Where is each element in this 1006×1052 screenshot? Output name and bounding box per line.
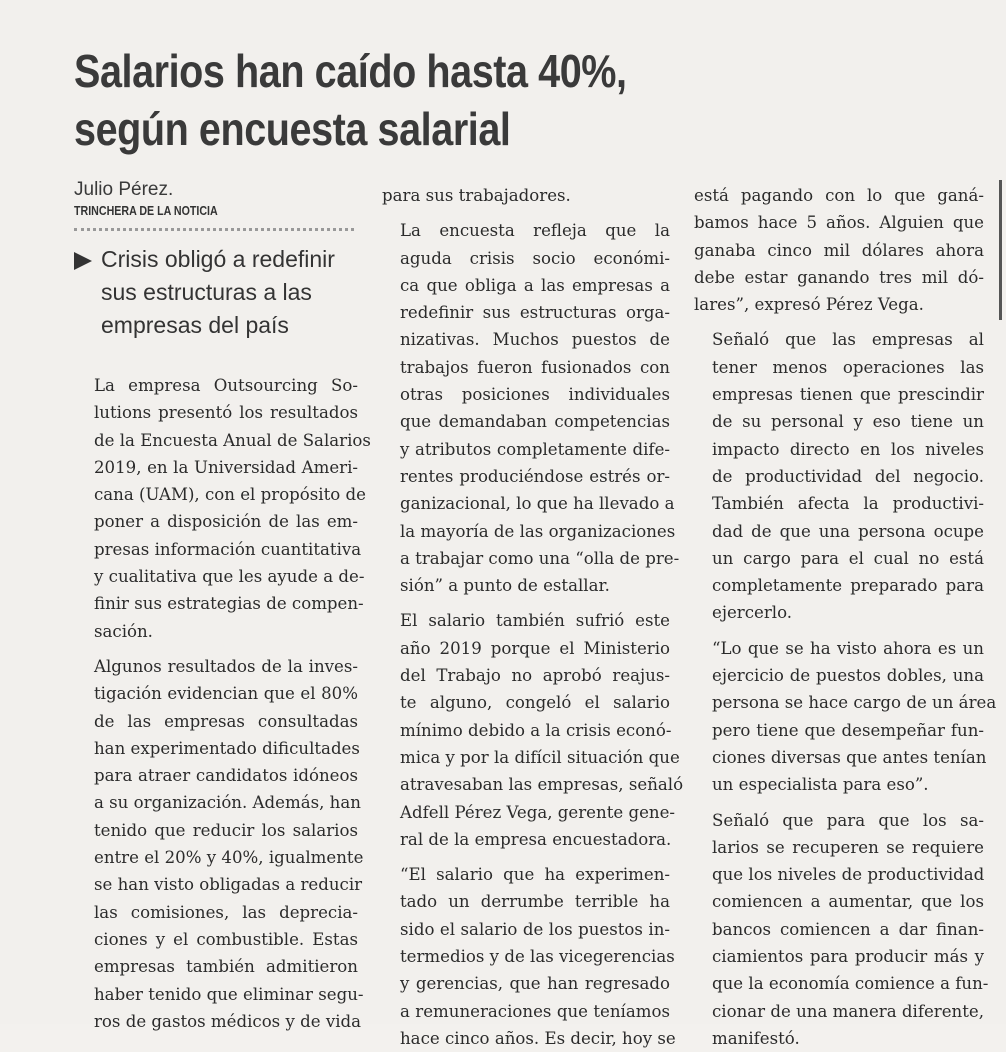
text-line: mica y por la difícil situación que	[400, 747, 680, 767]
text-line: cionar de una manera diferente,	[712, 1001, 984, 1021]
text-line: otras posiciones individuales	[400, 385, 670, 405]
text-line: impacto directo en los niveles	[712, 439, 984, 459]
paragraph	[382, 861, 676, 1052]
paragraph	[694, 182, 984, 318]
text-line: que demandaban competencias	[400, 412, 670, 432]
paragraph-gap	[694, 627, 984, 635]
text-line: y gerencias, que han regresado	[400, 974, 670, 994]
text-line: que los niveles de productividad	[712, 865, 985, 885]
paragraph	[76, 372, 371, 645]
text-line: larios se recuperen se requiere	[712, 837, 984, 857]
text-line: de su personal y eso tiene un	[712, 412, 984, 432]
text-line: atravesaban las empresas, señaló	[400, 775, 684, 795]
text-line: ganaba cinco mil dólares ahora	[694, 240, 984, 260]
text-line: completamente preparado para	[712, 576, 984, 596]
text-line: cana (UAM), con el propósito de	[94, 485, 366, 505]
text-line: termedios y de las vicegerencias	[400, 947, 675, 967]
text-line: empresas también admitieron	[94, 957, 358, 977]
text-line: a trabajar como una “olla de pre-	[400, 548, 680, 568]
outlet: TRINCHERA DE LA NOTICIA	[74, 203, 218, 218]
text-line: tenido que reducir los salarios	[94, 820, 358, 840]
text-line: de productividad del negocio.	[712, 466, 984, 486]
text-line: ciones diversas que antes tenían	[712, 747, 987, 767]
text-line: ciamientos para producir más y	[712, 947, 984, 967]
text-line: lutions presentó los resultados	[94, 403, 358, 423]
text-line: han experimentado dificultades	[94, 738, 360, 758]
text-line: ejercicio de puestos dobles, una	[712, 666, 984, 686]
text-line: presas información cuantitativa	[94, 539, 362, 559]
text-line: ganizacional, lo que ha llevado a	[400, 494, 675, 514]
text-line: Adfell Pérez Vega, gerente gene-	[400, 802, 676, 822]
text-line: a remuneraciones que teníamos	[400, 1001, 670, 1021]
triangle-bullet-icon	[74, 252, 92, 270]
subhead-line: empresas del país	[101, 312, 289, 338]
paragraph-gap	[382, 599, 670, 607]
text-line: lares”, expresó Pérez Vega.	[694, 295, 924, 315]
text-line: poner a disposición de las em-	[94, 512, 358, 532]
column-c	[694, 182, 997, 1052]
subhead-line: Crisis obligó a redefinir	[101, 246, 335, 272]
text-line: tener menos operaciones las	[712, 357, 984, 377]
text-line: un cargo para el cual no está	[712, 548, 984, 568]
text-line: finir sus estrategias de compen-	[94, 594, 364, 614]
text-line: tado un derrumbe terrible ha	[400, 892, 670, 912]
text-line: dad de que una persona ocupe	[712, 521, 984, 541]
text-line: bamos hace 5 años. Alguien que	[694, 213, 984, 233]
text-line: ral de la empresa encuestadora.	[400, 829, 672, 849]
text-line: La empresa Outsourcing So-	[94, 376, 358, 395]
paragraph	[694, 635, 997, 799]
text-line: ejercerlo.	[712, 603, 793, 623]
text-line: rentes produciéndose estrés or-	[400, 466, 670, 486]
divider	[74, 228, 354, 231]
text-line: ca que obliga a las empresas a	[400, 275, 670, 295]
paragraph-gap	[694, 799, 984, 807]
text-line: comiencen a aumentar, que los	[712, 892, 984, 912]
text-line: sido el salario de los puestos in-	[400, 919, 670, 939]
headline	[74, 42, 627, 158]
text-line: persona se hace cargo de un área	[712, 693, 997, 713]
author: Julio Pérez.	[74, 179, 174, 200]
column-rule	[999, 180, 1002, 320]
paragraph	[694, 326, 984, 626]
text-line: entre el 20% y 40%, igualmente	[94, 848, 364, 868]
column-b	[382, 182, 684, 1052]
text-line: 2019, en la Universidad Ameri-	[94, 457, 358, 477]
text-line: nizativas. Muchos puestos de	[400, 330, 670, 350]
text-line: pero tiene que desempeñar fun-	[712, 720, 984, 740]
text-line: te alguno, congeló el salario	[400, 693, 670, 713]
text-line: redefinir sus estructuras orga-	[400, 303, 670, 323]
paragraph	[694, 807, 989, 1052]
paragraph-gap	[382, 853, 670, 861]
text-line: ros de gastos médicos y de vida	[94, 1011, 362, 1031]
text-line: aguda crisis socio económi-	[400, 248, 670, 268]
paragraph	[76, 653, 364, 1035]
text-line: trabajos fueron fusionados con	[400, 357, 670, 377]
text-line: para atraer candidatos idóneos	[94, 766, 358, 786]
text-line: que la economía comience a fun-	[712, 974, 989, 994]
text-line: la mayoría de las organizaciones	[400, 521, 676, 541]
text-line: mínimo debido a la crisis econó-	[400, 720, 672, 740]
paragraph-gap	[694, 318, 984, 326]
paragraph	[382, 607, 684, 853]
headline-line: Salarios han caído hasta 40%,	[74, 45, 627, 97]
text-line: sión” a punto de estallar.	[400, 576, 610, 596]
subhead-text	[101, 243, 335, 342]
text-line: Señaló que para que los sa-	[712, 810, 984, 830]
text-line: ciones y el combustible. Estas	[94, 929, 358, 949]
text-line: tigación evidencian que el 80%	[94, 684, 358, 704]
text-line: manifestó.	[712, 1028, 800, 1048]
text-line: de la Encuesta Anual de Salarios	[94, 430, 371, 450]
text-line: para sus trabajadores.	[382, 186, 571, 205]
paragraph	[382, 217, 680, 599]
text-line: un especialista para eso”.	[712, 775, 929, 795]
text-line: se han visto obligadas a reducir	[94, 875, 363, 895]
text-line: de las empresas consultadas	[94, 711, 358, 731]
paragraph	[382, 182, 670, 209]
text-line: está pagando con lo que ganá-	[694, 186, 984, 205]
subhead-line: sus estructuras a las	[101, 279, 312, 305]
text-line: bancos comiencen a dar finan-	[712, 919, 984, 939]
text-line: haber tenido que eliminar segu-	[94, 984, 364, 1004]
text-line: a su organización. Además, han	[94, 793, 361, 813]
subhead	[74, 243, 356, 342]
text-line: empresas tienen que prescindir	[712, 385, 984, 405]
text-line: También afecta la productivi-	[712, 494, 984, 514]
text-line: El salario también sufrió este	[400, 611, 670, 631]
column-a	[76, 372, 371, 1035]
text-line: y atributos completamente dife-	[400, 439, 670, 459]
text-line: las comisiones, las deprecia-	[94, 902, 358, 922]
text-line: “Lo que se ha visto ahora es un	[712, 638, 984, 658]
byline-block	[74, 178, 356, 342]
text-line: sación.	[94, 621, 153, 641]
text-line: “El salario que ha experimen-	[400, 865, 670, 885]
paragraph-gap	[76, 645, 358, 653]
text-line: año 2019 porque el Ministerio	[400, 638, 670, 658]
text-line: del Trabajo no aprobó reajus-	[400, 666, 670, 686]
paragraph-gap	[382, 209, 670, 217]
text-line: La encuesta refleja que la	[400, 221, 670, 241]
text-line: debe estar ganando tres mil dó-	[694, 267, 984, 287]
text-line: y cualitativa que les ayude a de-	[94, 567, 365, 587]
text-line: hace cinco años. Es decir, hoy se	[400, 1028, 676, 1048]
text-line: Señaló que las empresas al	[712, 330, 984, 350]
text-line: Algunos resultados de la inves-	[94, 656, 358, 676]
headline-line: según encuesta salarial	[74, 103, 511, 155]
